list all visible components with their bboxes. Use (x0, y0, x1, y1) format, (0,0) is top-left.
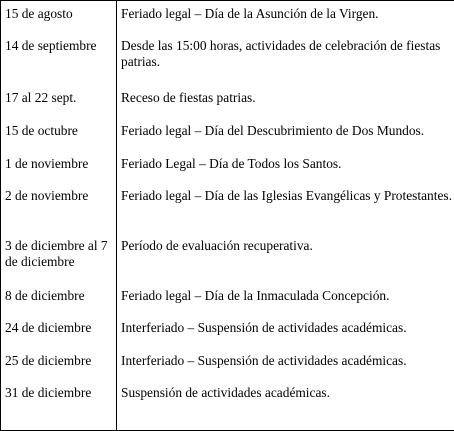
date-cell: 3 de diciembre al 7 de diciembre (1, 233, 117, 283)
date-cell: 1 de noviembre (1, 151, 117, 183)
description-cell: Desde las 15:00 horas, actividades de celebración de fiestas patrias. (117, 33, 454, 85)
description-cell: Receso de fiestas patrias. (117, 85, 454, 118)
description-cell: Feriado legal – Día del Descubrimiento de Dos Mundos. (117, 118, 454, 151)
table-row (1, 380, 454, 431)
description-cell: Suspensión de actividades académicas. (117, 380, 454, 431)
table-row (1, 348, 454, 380)
date-cell: 15 de agosto (1, 1, 117, 33)
description-cell: Interferiado – Suspensión de actividades académicas. (117, 315, 454, 348)
date-cell: 31 de diciembre (1, 380, 117, 431)
table-row (1, 315, 454, 348)
description-cell: Feriado legal – Día de la Asunción de la Virgen. (117, 1, 454, 33)
date-cell: 8 de diciembre (1, 283, 117, 315)
table-row (1, 33, 454, 85)
table-row (1, 1, 454, 33)
date-cell: 17 al 22 sept. (1, 85, 117, 118)
description-cell: Feriado legal – Día de la Inmaculada Concepción. (117, 283, 454, 315)
description-cell: Feriado Legal – Día de Todos los Santos. (117, 151, 454, 183)
description-cell: Interferiado – Suspensión de actividades académicas. (117, 348, 454, 380)
table-row (1, 151, 454, 183)
date-cell: 14 de septiembre (1, 33, 117, 85)
date-cell: 24 de diciembre (1, 315, 117, 348)
table-row (1, 118, 454, 151)
date-cell: 15 de octubre (1, 118, 117, 151)
description-cell: Período de evaluación recuperativa. (117, 233, 454, 283)
date-cell: 25 de diciembre (1, 348, 117, 380)
table-row (1, 85, 454, 118)
table-row (1, 283, 454, 315)
date-cell: 2 de noviembre (1, 183, 117, 233)
table-row (1, 233, 454, 283)
table-row (1, 183, 454, 233)
description-cell: Feriado legal – Día de las Iglesias Evangélicas y Protestantes. (117, 183, 454, 233)
